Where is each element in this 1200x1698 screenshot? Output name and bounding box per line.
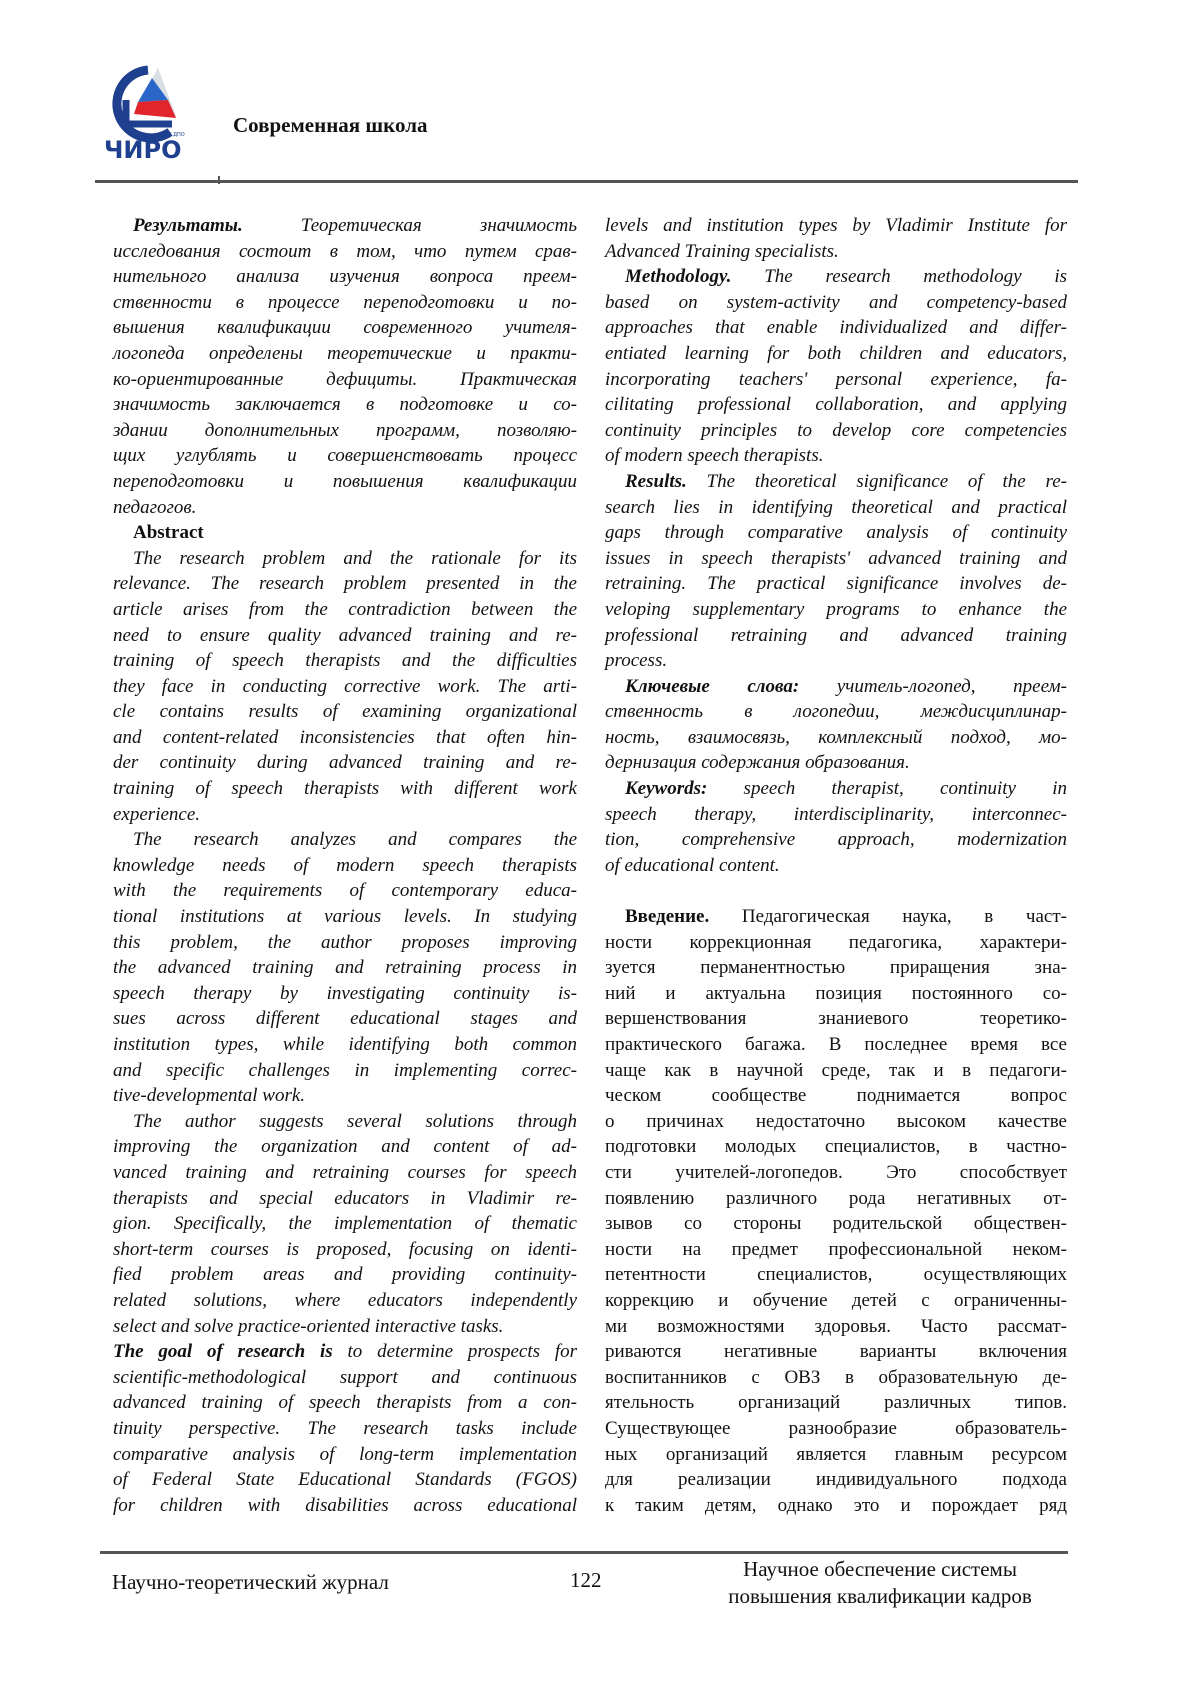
line-text: tinuity perspective. The research tasks include [113, 1418, 577, 1439]
chiro-logo [104, 62, 190, 162]
text-line [605, 1288, 1067, 1314]
line-text: The research analyzes and compares the [133, 829, 577, 850]
text-line [113, 1186, 577, 1212]
text-line [605, 341, 1067, 367]
line-text: о причинах недостаточно высоком качестве [605, 1111, 1067, 1132]
text-line [605, 955, 1067, 981]
line-text: therapists and special educators in Vladimir re- [113, 1188, 577, 1209]
line-text: The theoretical significance of the re- [687, 471, 1067, 492]
line-text: педагогов. [113, 497, 196, 518]
line-text: tional institutions at various levels. In studying [113, 906, 577, 927]
text-line [113, 878, 577, 904]
line-text: чаще как в научной среде, так и в педагоги- [605, 1060, 1067, 1081]
text-line [113, 981, 577, 1007]
text-line [605, 1237, 1067, 1263]
line-text: ний и актуальна позиция постоянного со- [605, 983, 1067, 1004]
line-text: зуется перманентностью приращения зна- [605, 957, 1067, 978]
text-line [605, 443, 1067, 469]
text-line [113, 930, 577, 956]
line-text: значимость заключается в подготовке и со- [113, 394, 577, 415]
line-text: cle contains results of examining organizational [113, 701, 577, 722]
line-text: щих углублять и совершенствовать процесс [113, 445, 577, 466]
paragraph [605, 674, 1067, 776]
paragraph [605, 904, 1067, 1518]
header-divider-tick [218, 176, 220, 184]
line-text: риваются негативные варианты включения [605, 1341, 1067, 1362]
text-line [113, 290, 577, 316]
line-text: search lies in identifying theoretical and practical [605, 497, 1067, 518]
text-line [605, 750, 1067, 776]
text-line [113, 1493, 577, 1519]
text-line [605, 315, 1067, 341]
line-text: vanced training and retraining courses for speech [113, 1162, 577, 1183]
text-line [113, 904, 577, 930]
line-text: ятельность организаций различных типов. [605, 1392, 1067, 1413]
line-text: training of speech therapists with different work [113, 778, 577, 799]
line-text: петентности специалистов, осуществляющих [605, 1264, 1067, 1285]
text-line [113, 1032, 577, 1058]
text-line [605, 1186, 1067, 1212]
paragraph-lead: The goal of research is [113, 1341, 333, 1362]
svg-text:ГБУ ДПО: ГБУ ДПО [162, 132, 185, 138]
text-line [605, 1365, 1067, 1391]
text-line [605, 674, 1067, 700]
line-text: сти учителей-логопедов. Это способствует [605, 1162, 1067, 1183]
footer-section-line: Научное обеспечение системы [680, 1556, 1080, 1583]
line-text: Педагогическая наука, в част- [709, 906, 1067, 927]
line-text: нительного анализа изучения вопроса преем- [113, 266, 577, 287]
text-line [113, 699, 577, 725]
paragraph [113, 1109, 577, 1339]
paragraph [605, 213, 1067, 264]
line-text: retraining. The practical significance involves de- [605, 573, 1067, 594]
line-text: for children with disabilities across educational [113, 1495, 577, 1516]
paragraph [113, 1339, 577, 1518]
line-text: scientific-methodological support and continuous [113, 1367, 577, 1388]
footer-journal-type: Научно-теоретический журнал [112, 1570, 389, 1595]
text-line [113, 725, 577, 751]
paragraph [113, 827, 577, 1109]
journal-title: Современная школа [233, 113, 427, 138]
text-line [605, 1314, 1067, 1340]
svg-text:ЧИРО: ЧИРО [104, 136, 181, 162]
line-text: to determine prospects for [333, 1341, 577, 1362]
text-line [605, 1467, 1067, 1493]
line-text: для реализации индивидуального подхода [605, 1469, 1067, 1490]
line-text: Существующее разнообразие образователь- [605, 1418, 1067, 1439]
text-line [605, 571, 1067, 597]
text-line [113, 1211, 577, 1237]
line-text: article arises from the contradiction between the [113, 599, 577, 620]
line-text: The research problem and the rationale for its [133, 548, 577, 569]
text-line [113, 341, 577, 367]
line-text: коррекцию и обучение детей с ограниченны- [605, 1290, 1067, 1311]
line-text: ми возможностями здоровья. Часто рассмат- [605, 1316, 1067, 1337]
text-line [113, 1416, 577, 1442]
text-line [605, 1006, 1067, 1032]
text-line [113, 213, 577, 239]
line-text: ность, взаимосвязь, комплексный подход, мо- [605, 727, 1067, 748]
line-text: ственность в логопедии, междисциплинар- [605, 701, 1067, 722]
text-line [113, 546, 577, 572]
text-line [605, 418, 1067, 444]
line-text: cilitating professional collaboration, and applying [605, 394, 1067, 415]
text-line [113, 955, 577, 981]
footer-section [680, 1556, 1080, 1610]
text-line [605, 367, 1067, 393]
line-text: ческом сообществе поднимается вопрос [605, 1085, 1067, 1106]
paragraph [605, 776, 1067, 878]
text-line [605, 1262, 1067, 1288]
line-text: The author suggests several solutions through [133, 1111, 577, 1132]
line-text: speech therapy, interdisciplinarity, interconnec- [605, 804, 1067, 825]
line-text: ности коррекционная педагогика, характери- [605, 932, 1067, 953]
text-line [113, 315, 577, 341]
line-text: speech therapist, continuity in [707, 778, 1067, 799]
line-text: select and solve practice-oriented interactive tasks. [113, 1316, 503, 1337]
line-text: this problem, the author proposes improving [113, 932, 577, 953]
footer-section-line: повышения квалификации кадров [680, 1583, 1080, 1610]
text-line [605, 1493, 1067, 1519]
line-text: sues across different educational stages and [113, 1008, 577, 1029]
line-text: логопеда определены теоретические и практи- [113, 343, 577, 364]
text-line [113, 571, 577, 597]
line-text: учитель-логопед, преем- [799, 676, 1067, 697]
line-text: Теоретическая значимость [243, 215, 577, 236]
line-text: they face in conducting corrective work. The arti- [113, 676, 577, 697]
text-line [113, 776, 577, 802]
line-text: of modern speech therapists. [605, 445, 823, 466]
line-text: of Federal State Educational Standards (FGOS) [113, 1469, 577, 1490]
line-text: institution types, while identifying both common [113, 1034, 577, 1055]
text-line [113, 469, 577, 495]
text-line [113, 239, 577, 265]
line-text: experience. [113, 804, 200, 825]
page-number: 122 [570, 1568, 602, 1593]
line-text: переподготовки и повышения квалификации [113, 471, 577, 492]
line-text: gion. Specifically, the implementation of thematic [113, 1213, 577, 1234]
line-text: подготовки молодых специалистов, в частно- [605, 1136, 1067, 1157]
footer-divider [100, 1551, 1068, 1554]
line-text: and content-related inconsistencies that often hin- [113, 727, 577, 748]
line-text: ных организаций является главным ресурсом [605, 1444, 1067, 1465]
line-text: entiated learning for both children and educators, [605, 343, 1067, 364]
text-line [605, 546, 1067, 572]
text-line [605, 264, 1067, 290]
paragraph-lead: Введение. [625, 906, 709, 927]
line-text: практического багажа. В последнее время все [605, 1034, 1067, 1055]
text-line [605, 904, 1067, 930]
text-line [113, 1083, 577, 1109]
text-line [605, 1390, 1067, 1416]
line-text: здании дополнительных программ, позволяю- [113, 420, 577, 441]
line-text: der continuity during advanced training and re- [113, 752, 577, 773]
text-line [113, 1314, 577, 1340]
text-line [113, 1339, 577, 1365]
text-line [113, 264, 577, 290]
header-divider [95, 180, 1078, 183]
paragraph-lead: Results. [625, 471, 687, 492]
text-line [113, 1237, 577, 1263]
text-line [605, 981, 1067, 1007]
line-text: relevance. The research problem presented in the [113, 573, 577, 594]
left-column [113, 213, 577, 1518]
text-line [113, 392, 577, 418]
line-text: with the requirements of contemporary educa- [113, 880, 577, 901]
text-line [113, 443, 577, 469]
text-line [605, 597, 1067, 623]
text-line [605, 290, 1067, 316]
line-text: the advanced training and retraining process in [113, 957, 577, 978]
text-line [113, 802, 577, 828]
paragraph-lead: Результаты. [133, 215, 243, 236]
paragraph-lead: Keywords: [625, 778, 707, 799]
line-text: related solutions, where educators independently [113, 1290, 577, 1311]
line-text: issues in speech therapists' advanced training and [605, 548, 1067, 569]
line-text: approaches that enable individualized and differ- [605, 317, 1067, 338]
text-line [113, 520, 577, 546]
text-line [605, 648, 1067, 674]
text-line [605, 623, 1067, 649]
paragraph-lead: Methodology. [625, 266, 731, 287]
line-text: исследования состоит в том, что путем срав- [113, 241, 577, 262]
line-text: speech therapy by investigating continuity is- [113, 983, 577, 1004]
text-line [113, 853, 577, 879]
line-text: к таким детям, однако это и порождает ряд [605, 1495, 1067, 1516]
text-line [113, 597, 577, 623]
text-line [605, 1211, 1067, 1237]
line-text: дернизация содержания образования. [605, 752, 910, 773]
right-column [605, 213, 1067, 1518]
line-text: The research methodology is [731, 266, 1067, 287]
text-line [605, 1160, 1067, 1186]
text-line [113, 750, 577, 776]
line-text: and specific challenges in implementing correc- [113, 1060, 577, 1081]
text-line [605, 1083, 1067, 1109]
paragraph [113, 213, 577, 520]
paragraph [605, 264, 1067, 469]
text-line [113, 495, 577, 521]
line-text: зывов со стороны родительской обществен- [605, 1213, 1067, 1234]
text-line [113, 1442, 577, 1468]
text-line [113, 1365, 577, 1391]
text-line [605, 520, 1067, 546]
text-line [605, 495, 1067, 521]
line-text: short-term courses is proposed, focusing on identi- [113, 1239, 577, 1260]
text-line [605, 1032, 1067, 1058]
text-line [605, 725, 1067, 751]
text-line [605, 1058, 1067, 1084]
text-line [113, 827, 577, 853]
paragraph [605, 469, 1067, 674]
line-text: вершенствования знаниевого теоретико- [605, 1008, 1067, 1029]
text-line [113, 1109, 577, 1135]
text-line [113, 418, 577, 444]
text-line [113, 1390, 577, 1416]
line-text: based on system-activity and competency-based [605, 292, 1067, 313]
text-line [113, 1262, 577, 1288]
text-line [113, 1467, 577, 1493]
text-line [605, 930, 1067, 956]
paragraph-lead: Ключевые слова: [625, 676, 799, 697]
text-line [113, 1134, 577, 1160]
line-text: tive-developmental work. [113, 1085, 305, 1106]
line-text: Abstract [133, 522, 204, 543]
line-text: continuity principles to develop core competencies [605, 420, 1067, 441]
line-text: tion, comprehensive approach, modernization [605, 829, 1067, 850]
line-text: improving the organization and content of ad- [113, 1136, 577, 1157]
section-heading [113, 520, 577, 546]
line-text: professional retraining and advanced training [605, 625, 1067, 646]
line-text: ственности в процессе переподготовки и по- [113, 292, 577, 313]
text-line [605, 392, 1067, 418]
line-text: fied problem areas and providing continuity- [113, 1264, 577, 1285]
line-text: вышения квалификации современного учителя- [113, 317, 577, 338]
line-text: levels and institution types by Vladimir Institute for [605, 215, 1067, 236]
line-text: gaps through comparative analysis of continuity [605, 522, 1067, 543]
line-text: advanced training of speech therapists from a con- [113, 1392, 577, 1413]
line-text: incorporating teachers' personal experience, fa- [605, 369, 1067, 390]
text-line [605, 802, 1067, 828]
line-text: ко-ориентированные дефициты. Практическая [113, 369, 577, 390]
text-line [113, 1160, 577, 1186]
line-text: воспитанников с ОВЗ в образовательную де- [605, 1367, 1067, 1388]
text-line [113, 674, 577, 700]
line-text: training of speech therapists and the difficulties [113, 650, 577, 671]
text-line [113, 1006, 577, 1032]
text-line [113, 623, 577, 649]
text-line [605, 1339, 1067, 1365]
line-text: process. [605, 650, 667, 671]
line-text: knowledge needs of modern speech therapists [113, 855, 577, 876]
text-line [113, 367, 577, 393]
text-line [113, 648, 577, 674]
line-text: Advanced Training specialists. [605, 241, 839, 262]
text-line [605, 213, 1067, 239]
text-line [605, 827, 1067, 853]
paragraph [113, 546, 577, 828]
line-text: появлению различного рода негативных от- [605, 1188, 1067, 1209]
text-line [605, 1416, 1067, 1442]
text-line [605, 1109, 1067, 1135]
paragraph [605, 878, 1067, 904]
text-line [605, 853, 1067, 879]
text-line [605, 469, 1067, 495]
text-line [113, 1058, 577, 1084]
text-line [113, 1288, 577, 1314]
text-line [605, 776, 1067, 802]
line-text: veloping supplementary programs to enhance the [605, 599, 1067, 620]
line-text: of educational content. [605, 855, 780, 876]
line-text: ности на предмет профессиональной неком- [605, 1239, 1067, 1260]
line-text: need to ensure quality advanced training and re- [113, 625, 577, 646]
text-line [605, 239, 1067, 265]
text-line [605, 1134, 1067, 1160]
text-line [605, 699, 1067, 725]
line-text: comparative analysis of long-term implementation [113, 1444, 577, 1465]
text-line [605, 1442, 1067, 1468]
